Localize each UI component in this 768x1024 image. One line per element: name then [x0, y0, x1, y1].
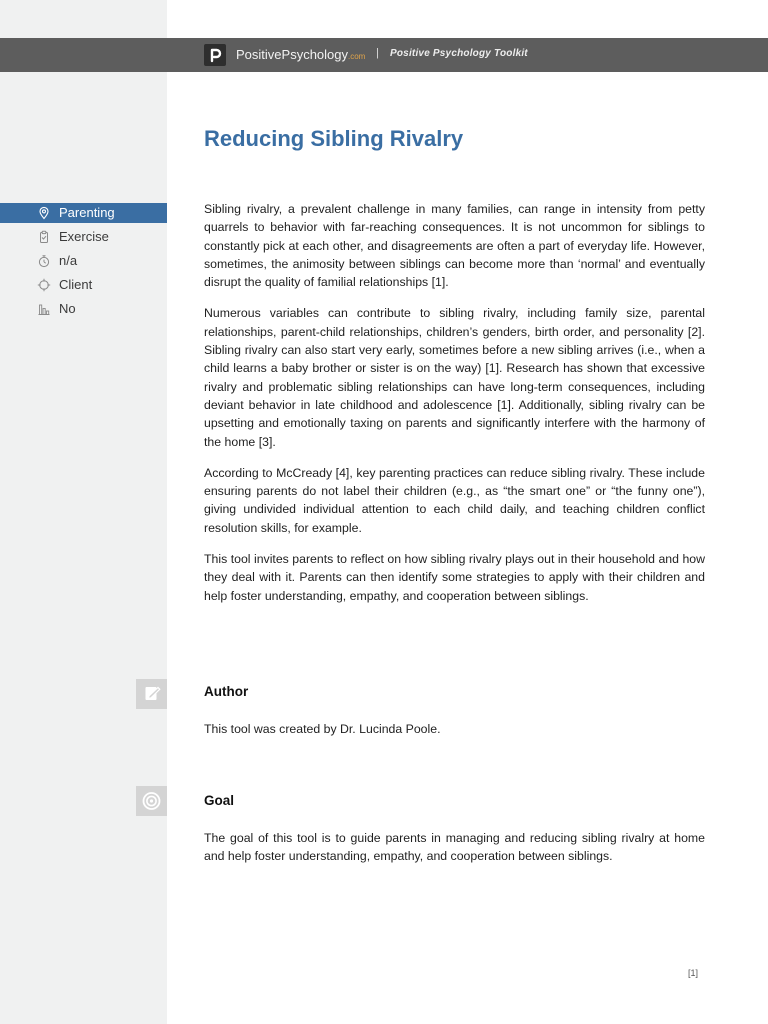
tag-parenting: [0, 203, 167, 223]
brand-suffix: .com: [348, 52, 366, 61]
header-bar: [0, 38, 768, 72]
positivepsychology-logo-icon: [204, 44, 226, 66]
clipboard-icon: [37, 230, 51, 244]
paragraph: Numerous variables can contribute to sibling rivalry, including family size, parental relationships, parent-child relationships, children’s genders, birth order, and personality [2]. Sibling rivalry can also start very early, sometimes before a new sibling arrives (i.e., when a child learns a baby brother or sister is on the way) [1]. Research has shown that excessive rivalry and problematic sibling relationships can have long-term consequences, including deviant behavior in late childhood and adolescence [1]. Additionally, sibling rivalry can be upsetting and emotionally taxing on parents and significantly interfere with the harmony of the home [3].: [204, 306, 705, 449]
brand-name: PositivePsychology.com: [236, 47, 366, 62]
sidebar: [0, 0, 167, 1024]
tag-label: Client: [59, 277, 93, 292]
author-heading: Author: [204, 684, 249, 699]
author-text: This tool was created by Dr. Lucinda Poole.: [204, 722, 441, 736]
intro-text: [204, 200, 705, 618]
target-icon: [136, 786, 167, 816]
stopwatch-icon: [37, 254, 51, 268]
paragraph: According to McCready [4], key parenting practices can reduce sibling rivalry. These include ensuring parents do not label their children (e.g., as “the smart one” or “the funny one”), giving undivided individual attention to each child daily, and teaching children conflict resolution skills, for example.: [204, 465, 705, 535]
bar-chart-icon: [37, 302, 51, 316]
edit-icon: [136, 679, 167, 709]
tag-client: [0, 275, 167, 295]
tag-label: n/a: [59, 253, 78, 268]
paragraph: Sibling rivalry, a prevalent challenge in many families, can range in intensity from petty quarrels to behavior with far-reaching consequences. It is not uncommon for siblings to constantly pick at each other, and disagreements are often a part of everyday life. However, sometimes, the animosity between siblings can become more than ‘normal’ and eventually disrupt the quality of familial relationships [1].: [204, 202, 705, 290]
goal-text: The goal of this tool is to guide parents in managing and reducing sibling rivalry at home and help foster understanding, empathy, and cooperation between siblings.: [204, 831, 705, 864]
paragraph: This tool invites parents to reflect on how sibling rivalry plays out in their household and how they deal with it. Parents can then identify some strategies to apply with their children and help foster understanding, empathy, and cooperation between siblings.: [204, 552, 705, 603]
tag-label: No: [59, 301, 76, 316]
page-title: Reducing Sibling Rivalry: [204, 126, 464, 151]
toolkit-label: Positive Psychology Toolkit: [390, 48, 528, 59]
tag-label: Exercise: [59, 229, 109, 244]
header-separator: |: [376, 47, 379, 59]
crosshair-icon: [37, 278, 51, 292]
tag-list: [0, 203, 167, 323]
tag-label: Parenting: [59, 205, 115, 220]
tag-duration: [0, 251, 167, 271]
page-marker: [1]: [688, 968, 699, 978]
location-pin-icon: [37, 206, 51, 220]
goal-heading: Goal: [204, 793, 235, 808]
tag-scoring: [0, 299, 167, 319]
tag-exercise: [0, 227, 167, 247]
